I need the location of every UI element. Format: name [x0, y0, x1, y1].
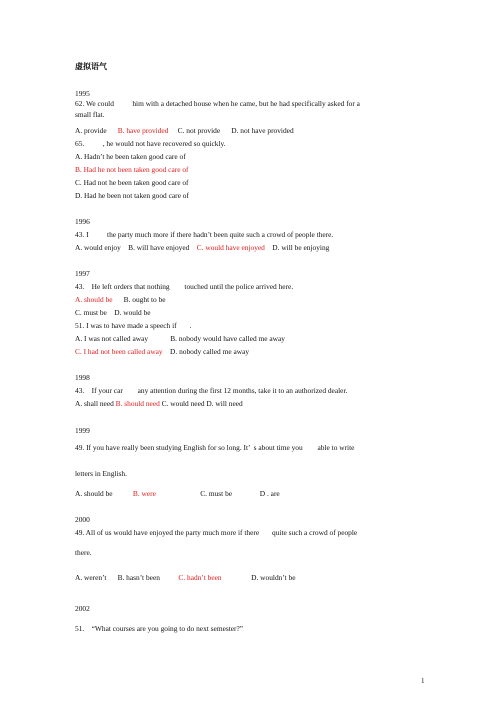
question-text: 43. I the party much more if there hadn’t been quite such a crowd of people there. — [75, 230, 334, 239]
option-line — [75, 399, 243, 408]
year-heading: 1996 — [75, 217, 90, 226]
answer-option: C. I had not been called away — [75, 347, 163, 356]
question-text: 62. We could him with a detached house when he came, but he had specifically asked for a — [75, 99, 360, 108]
option: A. would enjoy — [75, 243, 121, 252]
option: D. will be enjoying — [272, 243, 330, 252]
option: D. wouldn’t be — [251, 573, 296, 582]
answer-option: A. should be — [75, 295, 113, 304]
question-text: 51. “What courses are you going to do next semester?” — [75, 624, 244, 633]
option-line: A. I was not called away B. nobody would have called me away — [75, 334, 285, 343]
option: B. will have enjoyed — [128, 243, 190, 252]
answer-option: B. should need — [115, 399, 160, 408]
year-heading: 1998 — [75, 373, 90, 382]
option: D. nobody called me away — [170, 347, 250, 356]
year-heading: 2002 — [75, 604, 90, 613]
question-text: letters in English. — [75, 469, 127, 478]
question-text: 43. He left orders that nothing touched until the police arrived here. — [75, 282, 294, 291]
answer-option: C. hadn’t been — [178, 573, 222, 582]
year-heading: 2000 — [75, 515, 90, 524]
option: B. ought to be — [123, 295, 166, 304]
option: A. provide — [75, 126, 107, 135]
option-line — [75, 126, 294, 135]
option: C. would need D. will need — [161, 399, 243, 408]
option-line — [75, 347, 249, 356]
option: A. shall need — [75, 399, 114, 408]
question-text: 49. All of us would have enjoyed the party much more if there quite such a crowd of people — [75, 528, 358, 537]
option: D. not have provided — [231, 126, 294, 135]
page-number: 1 — [421, 677, 425, 685]
option: B. hasn’t been — [117, 573, 160, 582]
answer-option: C. would have enjoyed — [196, 243, 265, 252]
question-text: 51. I was to have made a speech if . — [75, 321, 192, 330]
question-text: 43. If your car any attention during the first 12 months, take it to an authorized dealer. — [75, 386, 348, 395]
question-text: small flat. — [75, 110, 105, 119]
option-line — [75, 295, 166, 304]
question-text: there. — [75, 548, 92, 557]
option-line: C. must be D. would be — [75, 308, 151, 317]
option: A. weren’t — [75, 573, 107, 582]
year-heading: 1997 — [75, 269, 90, 278]
option: D. Had he been not taken good care of — [75, 191, 189, 200]
option: A. Hadn’t he been taken good care of — [75, 152, 186, 161]
year-heading: 1995 — [75, 89, 90, 98]
option: D . are — [259, 489, 280, 498]
answer-option: B. were — [132, 489, 156, 498]
question-text: 65. , he would not have recovered so quickly. — [75, 139, 226, 148]
option-line — [75, 573, 296, 582]
option: C. Had not he been taken good care of — [75, 178, 189, 187]
option: C. must be — [200, 489, 233, 498]
option: C. not provide — [177, 126, 221, 135]
option-line — [75, 489, 280, 498]
answer-option: B. have provided — [117, 126, 169, 135]
option: A. should be — [75, 489, 113, 498]
year-heading: 1999 — [75, 426, 90, 435]
option-line — [75, 243, 329, 252]
page-title: 虚拟语气 — [75, 62, 107, 71]
answer-option: B. Had he not been taken good care of — [75, 165, 189, 174]
question-text: 49. If you have really been studying English for so long. It’ s about time you able to write — [75, 443, 355, 452]
